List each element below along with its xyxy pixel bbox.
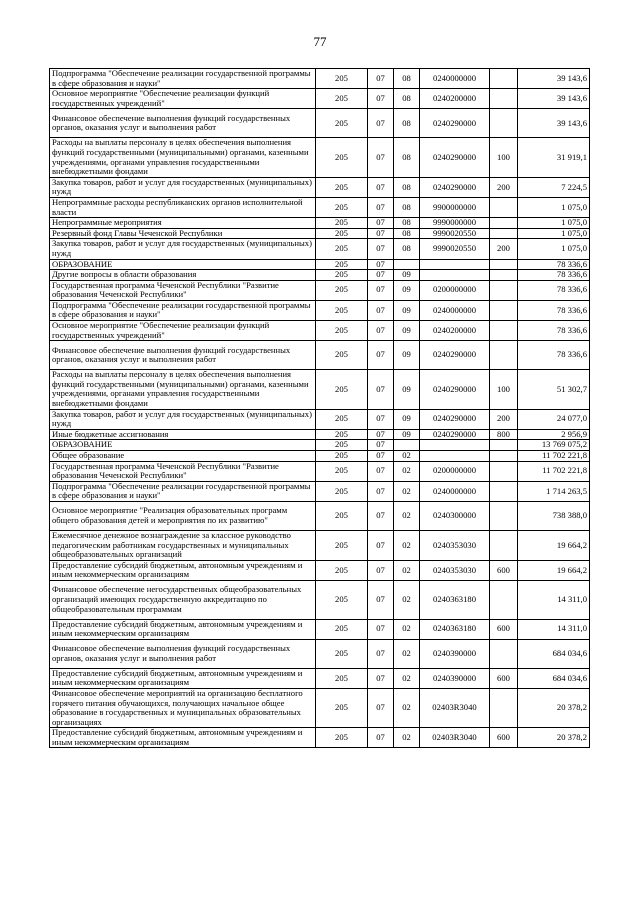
amount-cell: 14 311,0 <box>518 619 590 639</box>
target-article-cell <box>420 440 490 451</box>
expense-type-cell: 600 <box>490 668 518 688</box>
ved-cell: 205 <box>316 228 368 239</box>
subsection-cell: 02 <box>394 688 420 727</box>
section-cell: 07 <box>368 321 394 341</box>
expense-type-cell <box>490 300 518 320</box>
expense-type-cell: 600 <box>490 728 518 748</box>
amount-cell: 39 143,6 <box>518 89 590 109</box>
ved-cell: 205 <box>316 481 368 501</box>
subsection-cell: 08 <box>394 89 420 109</box>
item-name-cell: Иные бюджетные ассигнования <box>50 429 316 440</box>
section-cell: 07 <box>368 280 394 300</box>
item-name-cell: Финансовое обеспечение негосударственных общеобразовательных организаций имеющих государственную аккредитацию по общеобразовательным программам <box>50 580 316 619</box>
item-name-cell: ОБРАЗОВАНИЕ <box>50 440 316 451</box>
ved-cell: 205 <box>316 270 368 281</box>
ved-cell: 205 <box>316 440 368 451</box>
subsection-cell: 02 <box>394 530 420 560</box>
page-number: 77 <box>313 34 327 49</box>
amount-cell: 39 143,6 <box>518 109 590 138</box>
target-article-cell: 9990020550 <box>420 228 490 239</box>
amount-cell: 39 143,6 <box>518 69 590 89</box>
expense-type-cell <box>490 639 518 668</box>
amount-cell: 31 919,1 <box>518 138 590 177</box>
amount-cell: 11 702 221,8 <box>518 451 590 462</box>
section-cell: 07 <box>368 580 394 619</box>
item-name-cell: Основное мероприятие "Обеспечение реализации функций государственных учреждений" <box>50 89 316 109</box>
ved-cell: 205 <box>316 728 368 748</box>
section-cell: 07 <box>368 69 394 89</box>
ved-cell: 205 <box>316 530 368 560</box>
item-name-cell: Государственная программа Чеченской Республики "Развитие образования Чеченской Республики" <box>50 280 316 300</box>
target-article-cell: 0240290000 <box>420 341 490 370</box>
target-article-cell: 9990000000 <box>420 218 490 229</box>
target-article-cell: 0240290000 <box>420 429 490 440</box>
target-article-cell: 0240290000 <box>420 109 490 138</box>
amount-cell: 1 075,0 <box>518 218 590 229</box>
subsection-cell: 02 <box>394 619 420 639</box>
subsection-cell: 08 <box>394 177 420 197</box>
ved-cell: 205 <box>316 239 368 259</box>
section-cell: 07 <box>368 197 394 217</box>
ved-cell: 205 <box>316 560 368 580</box>
table-body <box>50 69 590 748</box>
amount-cell: 20 378,2 <box>518 688 590 727</box>
expense-type-cell <box>490 688 518 727</box>
target-article-cell: 0240290000 <box>420 138 490 177</box>
amount-cell: 19 664,2 <box>518 560 590 580</box>
subsection-cell: 09 <box>394 429 420 440</box>
table-row <box>50 259 590 270</box>
item-name-cell: Расходы на выплаты персоналу в целях обеспечения выполнения функций государственными (муниципальными) органами, казенными учреждениями, органами управления государственными внебюджетными фондами <box>50 370 316 409</box>
table-row <box>50 451 590 462</box>
item-name-cell: Предоставление субсидий бюджетным, автономным учреждениям и иным некоммерческим организациям <box>50 560 316 580</box>
item-name-cell: Закупка товаров, работ и услуг для государственных (муниципальных) нужд <box>50 409 316 429</box>
expense-type-cell: 100 <box>490 138 518 177</box>
target-article-cell <box>420 270 490 281</box>
item-name-cell: Резервный фонд Главы Чеченской Республики <box>50 228 316 239</box>
ved-cell: 205 <box>316 461 368 481</box>
target-article-cell: 0240290000 <box>420 409 490 429</box>
item-name-cell: Финансовое обеспечение мероприятий на организацию бесплатного горячего питания обучающихся, получающих начальное общее образование в государственных и муниципальных образовательных организациях <box>50 688 316 727</box>
section-cell: 07 <box>368 619 394 639</box>
ved-cell: 205 <box>316 259 368 270</box>
subsection-cell: 08 <box>394 197 420 217</box>
expense-type-cell <box>490 501 518 530</box>
ved-cell: 205 <box>316 639 368 668</box>
item-name-cell: Подпрограмма "Обеспечение реализации государственной программы в сфере образования и науки" <box>50 69 316 89</box>
item-name-cell: Основное мероприятие "Реализация образовательных программ общего образования детей и мероприятия по их развитию" <box>50 501 316 530</box>
item-name-cell: Расходы на выплаты персоналу в целях обеспечения выполнения функций государственными (муниципальными) органами, казенными учреждениями, органами управления государственными внебюджетными фондами <box>50 138 316 177</box>
amount-cell: 78 336,6 <box>518 300 590 320</box>
table-row <box>50 300 590 320</box>
expense-type-cell <box>490 321 518 341</box>
subsection-cell: 02 <box>394 451 420 462</box>
amount-cell: 738 388,0 <box>518 501 590 530</box>
expense-type-cell <box>490 280 518 300</box>
expense-type-cell <box>490 481 518 501</box>
section-cell: 07 <box>368 429 394 440</box>
amount-cell: 1 075,0 <box>518 228 590 239</box>
ved-cell: 205 <box>316 321 368 341</box>
amount-cell: 24 077,0 <box>518 409 590 429</box>
section-cell: 07 <box>368 409 394 429</box>
amount-cell: 13 769 075,2 <box>518 440 590 451</box>
ved-cell: 205 <box>316 619 368 639</box>
expense-type-cell: 600 <box>490 560 518 580</box>
table-row <box>50 619 590 639</box>
table-row <box>50 341 590 370</box>
amount-cell: 20 378,2 <box>518 728 590 748</box>
target-article-cell: 0200000000 <box>420 280 490 300</box>
amount-cell: 19 664,2 <box>518 530 590 560</box>
subsection-cell: 08 <box>394 109 420 138</box>
item-name-cell: Финансовое обеспечение выполнения функций государственных органов, оказания услуг и выполнения работ <box>50 639 316 668</box>
subsection-cell: 02 <box>394 639 420 668</box>
amount-cell: 78 336,6 <box>518 259 590 270</box>
table-row <box>50 270 590 281</box>
ved-cell: 205 <box>316 668 368 688</box>
target-article-cell: 0240363180 <box>420 619 490 639</box>
item-name-cell: Ежемесячное денежное вознаграждение за классное руководство педагогическим работникам государственных и муниципальных общеобразовательных организаций <box>50 530 316 560</box>
ved-cell: 205 <box>316 89 368 109</box>
section-cell: 07 <box>368 177 394 197</box>
table-row <box>50 280 590 300</box>
item-name-cell: Государственная программа Чеченской Республики "Развитие образования Чеченской Республики" <box>50 461 316 481</box>
subsection-cell: 02 <box>394 481 420 501</box>
item-name-cell: Предоставление субсидий бюджетным, автономным учреждениям и иным некоммерческим организациям <box>50 619 316 639</box>
item-name-cell: Другие вопросы в области образования <box>50 270 316 281</box>
expense-type-cell <box>490 69 518 89</box>
subsection-cell: 02 <box>394 501 420 530</box>
ved-cell: 205 <box>316 429 368 440</box>
subsection-cell: 02 <box>394 560 420 580</box>
table-row <box>50 89 590 109</box>
expense-type-cell <box>490 228 518 239</box>
amount-cell: 78 336,6 <box>518 341 590 370</box>
item-name-cell: Непрограммные расходы республиканских органов исполнительной власти <box>50 197 316 217</box>
ved-cell: 205 <box>316 109 368 138</box>
section-cell: 07 <box>368 138 394 177</box>
table-row <box>50 580 590 619</box>
amount-cell: 14 311,0 <box>518 580 590 619</box>
target-article-cell: 9900000000 <box>420 197 490 217</box>
target-article-cell: 0240353030 <box>420 530 490 560</box>
table-row <box>50 228 590 239</box>
amount-cell: 78 336,6 <box>518 270 590 281</box>
subsection-cell: 09 <box>394 370 420 409</box>
section-cell: 07 <box>368 341 394 370</box>
ved-cell: 205 <box>316 409 368 429</box>
section-cell: 07 <box>368 218 394 229</box>
item-name-cell: Закупка товаров, работ и услуг для государственных (муниципальных) нужд <box>50 177 316 197</box>
subsection-cell: 09 <box>394 409 420 429</box>
ved-cell: 205 <box>316 501 368 530</box>
section-cell: 07 <box>368 370 394 409</box>
ved-cell: 205 <box>316 280 368 300</box>
section-cell: 07 <box>368 688 394 727</box>
expense-type-cell <box>490 197 518 217</box>
expense-type-cell: 800 <box>490 429 518 440</box>
item-name-cell: Финансовое обеспечение выполнения функций государственных органов, оказания услуг и выполнения работ <box>50 109 316 138</box>
target-article-cell <box>420 259 490 270</box>
expense-type-cell <box>490 109 518 138</box>
table-row <box>50 370 590 409</box>
subsection-cell: 09 <box>394 321 420 341</box>
section-cell: 07 <box>368 451 394 462</box>
target-article-cell: 0240290000 <box>420 177 490 197</box>
table-row <box>50 109 590 138</box>
table-row <box>50 688 590 727</box>
amount-cell: 2 956,9 <box>518 429 590 440</box>
expense-type-cell <box>490 451 518 462</box>
table-row <box>50 138 590 177</box>
expense-type-cell: 200 <box>490 409 518 429</box>
ved-cell: 205 <box>316 370 368 409</box>
section-cell: 07 <box>368 728 394 748</box>
budget-table <box>49 68 590 748</box>
section-cell: 07 <box>368 560 394 580</box>
subsection-cell: 09 <box>394 280 420 300</box>
item-name-cell: Подпрограмма "Обеспечение реализации государственной программы в сфере образования и науки" <box>50 481 316 501</box>
subsection-cell: 09 <box>394 270 420 281</box>
item-name-cell: ОБРАЗОВАНИЕ <box>50 259 316 270</box>
subsection-cell: 08 <box>394 138 420 177</box>
target-article-cell: 0240200000 <box>420 321 490 341</box>
section-cell: 07 <box>368 89 394 109</box>
expense-type-cell <box>490 89 518 109</box>
ved-cell: 205 <box>316 177 368 197</box>
section-cell: 07 <box>368 228 394 239</box>
target-article-cell: 0240353030 <box>420 560 490 580</box>
amount-cell: 684 034,6 <box>518 639 590 668</box>
expense-type-cell: 100 <box>490 370 518 409</box>
section-cell: 07 <box>368 239 394 259</box>
table-row <box>50 668 590 688</box>
item-name-cell: Предоставление субсидий бюджетным, автономным учреждениям и иным некоммерческим организациям <box>50 668 316 688</box>
target-article-cell: 9990020550 <box>420 239 490 259</box>
expense-type-cell <box>490 440 518 451</box>
amount-cell: 1 075,0 <box>518 197 590 217</box>
table-row <box>50 218 590 229</box>
ved-cell: 205 <box>316 580 368 619</box>
table-row <box>50 501 590 530</box>
target-article-cell: 0240000000 <box>420 69 490 89</box>
table-row <box>50 461 590 481</box>
target-article-cell: 0240390000 <box>420 639 490 668</box>
target-article-cell: 0240000000 <box>420 300 490 320</box>
table-row <box>50 69 590 89</box>
ved-cell: 205 <box>316 218 368 229</box>
item-name-cell: Общее образование <box>50 451 316 462</box>
expense-type-cell <box>490 461 518 481</box>
target-article-cell: 02403R3040 <box>420 688 490 727</box>
section-cell: 07 <box>368 481 394 501</box>
table-row <box>50 177 590 197</box>
table-row <box>50 321 590 341</box>
section-cell: 07 <box>368 501 394 530</box>
expense-type-cell: 200 <box>490 177 518 197</box>
item-name-cell: Предоставление субсидий бюджетным, автономным учреждениям и иным некоммерческим организациям <box>50 728 316 748</box>
amount-cell: 684 034,6 <box>518 668 590 688</box>
section-cell: 07 <box>368 259 394 270</box>
expense-type-cell: 600 <box>490 619 518 639</box>
subsection-cell: 08 <box>394 218 420 229</box>
subsection-cell: 08 <box>394 228 420 239</box>
subsection-cell: 08 <box>394 69 420 89</box>
table-row <box>50 639 590 668</box>
subsection-cell <box>394 259 420 270</box>
subsection-cell: 08 <box>394 239 420 259</box>
section-cell: 07 <box>368 639 394 668</box>
amount-cell: 78 336,6 <box>518 321 590 341</box>
expense-type-cell <box>490 270 518 281</box>
section-cell: 07 <box>368 109 394 138</box>
expense-type-cell <box>490 580 518 619</box>
ved-cell: 205 <box>316 341 368 370</box>
ved-cell: 205 <box>316 300 368 320</box>
section-cell: 07 <box>368 270 394 281</box>
expense-type-cell: 200 <box>490 239 518 259</box>
section-cell: 07 <box>368 300 394 320</box>
section-cell: 07 <box>368 668 394 688</box>
section-cell: 07 <box>368 440 394 451</box>
table-row <box>50 429 590 440</box>
table-row <box>50 409 590 429</box>
target-article-cell: 0240300000 <box>420 501 490 530</box>
item-name-cell: Финансовое обеспечение выполнения функций государственных органов, оказания услуг и выполнения работ <box>50 341 316 370</box>
section-cell: 07 <box>368 530 394 560</box>
table-row <box>50 560 590 580</box>
ved-cell: 205 <box>316 451 368 462</box>
target-article-cell: 0240000000 <box>420 481 490 501</box>
subsection-cell: 09 <box>394 300 420 320</box>
table-row <box>50 481 590 501</box>
table-row <box>50 440 590 451</box>
target-article-cell: 0240363180 <box>420 580 490 619</box>
table-row <box>50 197 590 217</box>
subsection-cell: 02 <box>394 461 420 481</box>
item-name-cell: Подпрограмма "Обеспечение реализации государственной программы в сфере образования и науки" <box>50 300 316 320</box>
ved-cell: 205 <box>316 688 368 727</box>
item-name-cell: Закупка товаров, работ и услуг для государственных (муниципальных) нужд <box>50 239 316 259</box>
target-article-cell: 0240390000 <box>420 668 490 688</box>
ved-cell: 205 <box>316 69 368 89</box>
target-article-cell <box>420 451 490 462</box>
table-row <box>50 728 590 748</box>
target-article-cell: 0200000000 <box>420 461 490 481</box>
amount-cell: 1 075,0 <box>518 239 590 259</box>
expense-type-cell <box>490 341 518 370</box>
ved-cell: 205 <box>316 197 368 217</box>
item-name-cell: Непрограммные мероприятия <box>50 218 316 229</box>
table-row <box>50 530 590 560</box>
target-article-cell: 0240290000 <box>420 370 490 409</box>
amount-cell: 11 702 221,8 <box>518 461 590 481</box>
expense-type-cell <box>490 530 518 560</box>
subsection-cell: 02 <box>394 668 420 688</box>
subsection-cell <box>394 440 420 451</box>
subsection-cell: 02 <box>394 728 420 748</box>
expense-type-cell <box>490 259 518 270</box>
amount-cell: 7 224,5 <box>518 177 590 197</box>
target-article-cell: 0240200000 <box>420 89 490 109</box>
section-cell: 07 <box>368 461 394 481</box>
item-name-cell: Основное мероприятие "Обеспечение реализации функций государственных учреждений" <box>50 321 316 341</box>
subsection-cell: 09 <box>394 341 420 370</box>
target-article-cell: 02403R3040 <box>420 728 490 748</box>
expense-type-cell <box>490 218 518 229</box>
table-row <box>50 239 590 259</box>
amount-cell: 78 336,6 <box>518 280 590 300</box>
subsection-cell: 02 <box>394 580 420 619</box>
amount-cell: 1 714 263,5 <box>518 481 590 501</box>
amount-cell: 51 302,7 <box>518 370 590 409</box>
ved-cell: 205 <box>316 138 368 177</box>
